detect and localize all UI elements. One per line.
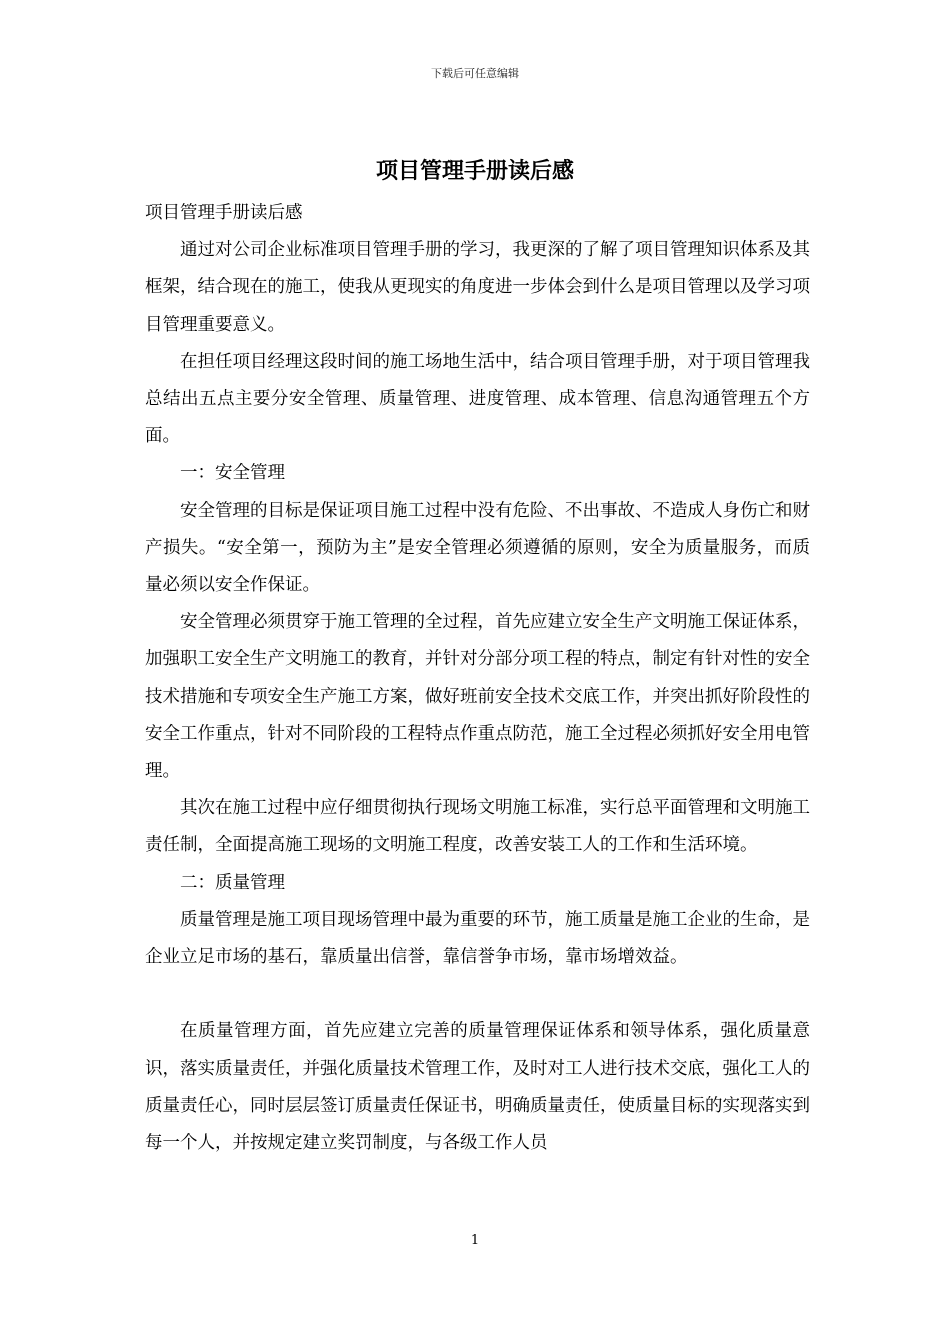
section-heading-safety: 一：安全管理 [180,463,285,484]
document-title: 项目管理手册读后感 [375,158,574,184]
paragraph-intro: 通过对公司企业标准项目管理手册的学习，我更深的了解了项目管理知识体系及其框架，结合现在的施工，使我从更现实的角度进一步体会到什么是项目管理以及学习项目管理重要意义。 [145,240,810,335]
paragraph-quality-system: 在质量管理方面，首先应建立完善的质量管理保证体系和领导体系，强化质量意识，落实质量责任，并强化质量技术管理工作，及时对工人进行技术交底，强化工人的质量责任心，同时层层签订质量责任保证书，明确质量责任，使质量目标的实现落实到每一个人，并按规定建立奖罚制度，与各级工作人员 [145,1021,810,1154]
paragraph-safety-goal: 安全管理的目标是保证项目施工过程中没有危险、不出事故、不造成人身伤亡和财产损失。“安全第一，预防为主”是安全管理必须遵循的原则，安全为质量服务，而质量必须以安全作保证。 [145,500,810,596]
paragraph-civilized-construction: 其次在施工过程中应仔细贯彻执行现场文明施工标准，实行总平面管理和文明施工责任制，全面提高施工现场的文明施工程度，改善安装工人的工作和生活环境。 [145,798,810,856]
section-heading-quality: 二：质量管理 [180,872,285,893]
paragraph-quality-importance: 质量管理是施工项目现场管理中最为重要的环节，施工质量是施工企业的生命，是企业立足市场的基石，靠质量出信誉，靠信誉争市场，靠市场增效益。 [145,909,810,968]
document-subtitle: 项目管理手册读后感 [145,203,303,223]
paragraph-spacer [145,976,810,1013]
paragraph-safety-process: 安全管理必须贯穿于施工管理的全过程，首先应建立安全生产文明施工保证体系，加强职工安全生产文明施工的教育，并针对分部分项工程的特点，制定有针对性的安全技术措施和专项安全生产施工方案，做好班前安全技术交底工作，并突出抓好阶段性的安全工作重点，针对不同阶段的工程特点作重点防范，施工全过程必须抓好安全用电管理。 [145,612,810,782]
header-note: 下载后可任意编辑 [431,67,519,80]
page-number: 1 [470,1233,480,1248]
paragraph-overview: 在担任项目经理这段时间的施工场地生活中，结合项目管理手册，对于项目管理我总结出五点主要分安全管理、质量管理、进度管理、成本管理、信息沟通管理五个方面。 [145,351,810,447]
document-body [145,195,810,1162]
